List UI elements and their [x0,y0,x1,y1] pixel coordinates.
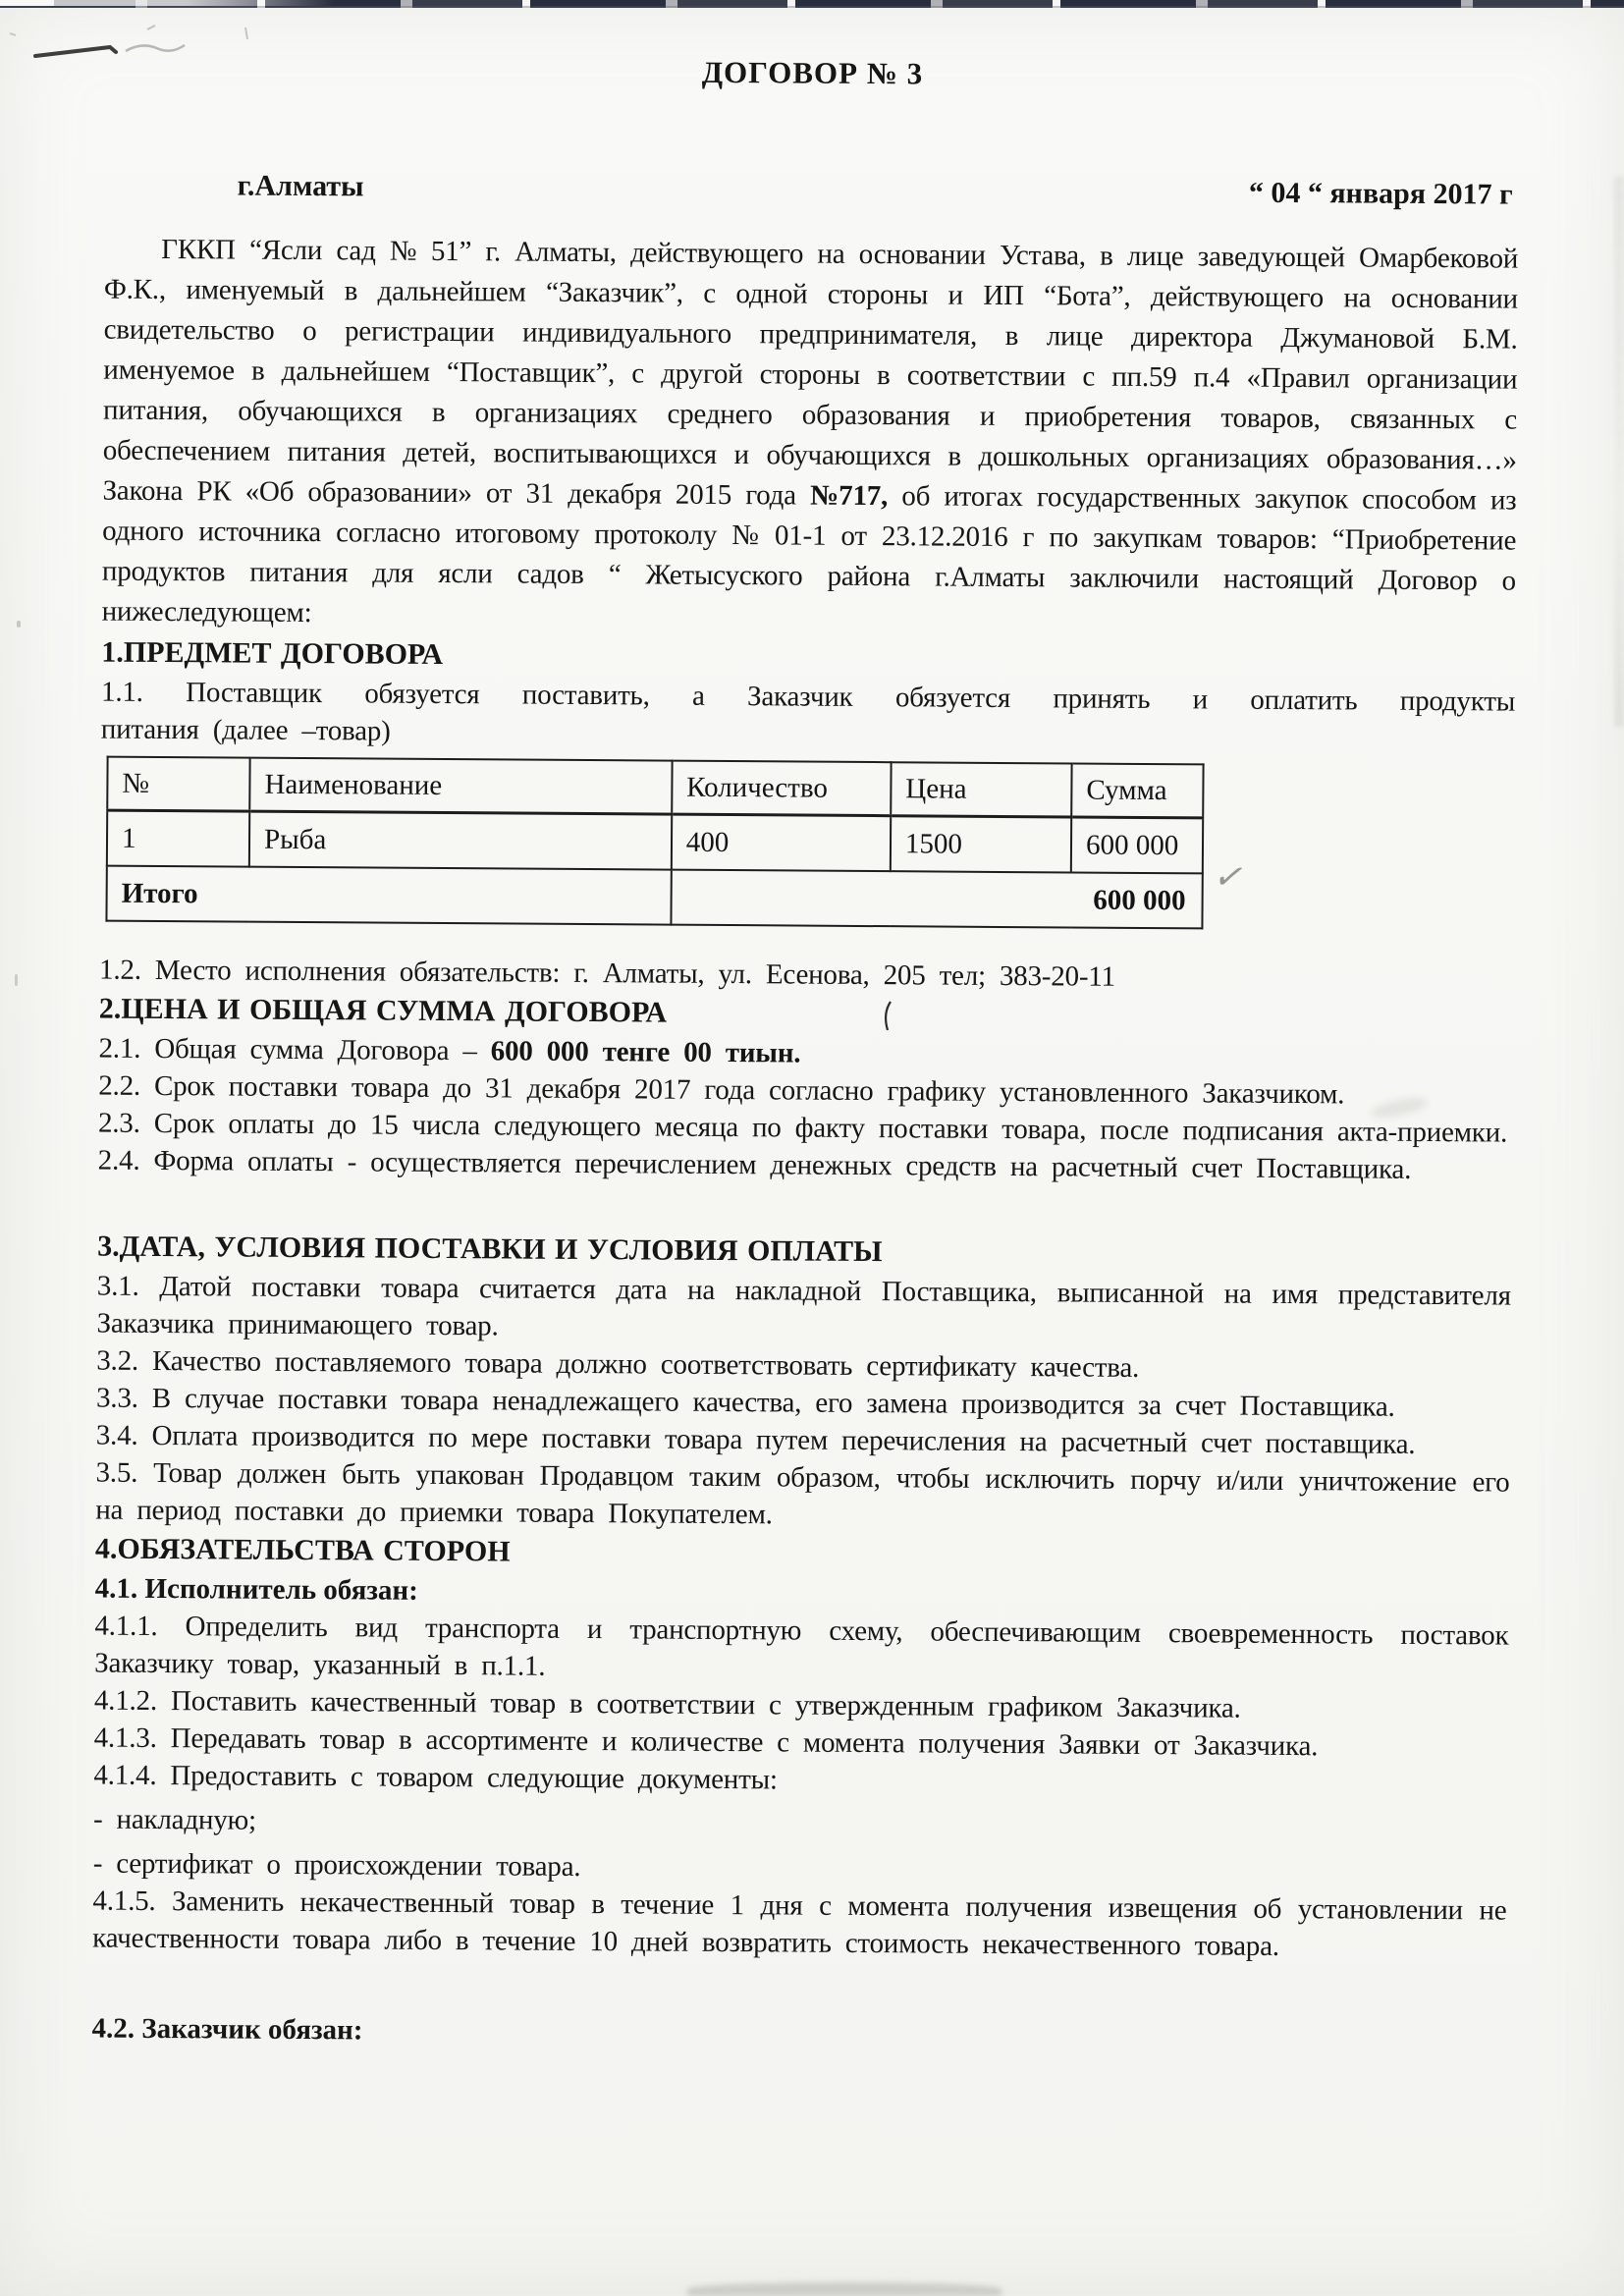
intro-text-pre: ГККП “Ясли сад № 51” г. Алматы, действующего на основании Устава, в лице заведующей Омарбековой Ф.К., именуемый в дальнейшем “Заказчик”, с одной стороны и ИП “Бота”, действующего на основании свидетельство о регистрации индивидуального предпринимателя, в лице директора Джумановой Б.М. именуемое в дальнейшем “Поставщик”, с другой стороны в соответствии с пп.59 п.4 «Правил организации питания, обучающихся в организациях среднего образования и приобретения товаров, связанных с обеспечением питания детей, воспитывающихся и обучающихся в дошкольных организациях образования…» Закона РК «Об образовании» от 31 декабря 2015 года [102,233,1519,512]
total-label: Итого [106,866,671,925]
clause-1-1 [101,674,1515,758]
contract-body [91,0,1520,2057]
col-header-number: № [107,757,249,812]
col-header-sum: Сумма [1071,763,1203,817]
contract-title: ДОГОВОР № 3 [701,54,924,91]
section-2-heading: 2.ЦЕНА И ОБЩАЯ СУММА ДОГОВОРА [98,992,668,1029]
section-4-heading: 4.ОБЯЗАТЕЛЬСТВА СТОРОН [94,1532,511,1568]
items-table [105,756,1204,930]
clause-4-1-heading: 4.1. Исполнитель обязан: [94,1572,418,1607]
clause-1-1-line2: питания (далее –товар) [100,713,391,747]
cell-price: 1500 [891,816,1072,873]
scan-smudge-bottom [687,2282,1001,2296]
table-total-row [106,866,1202,929]
clause-4-1-2: 4.1.2. Поставить качественный товар в соответствии с утвержденным графиком Заказчика. [93,1684,1241,1724]
cell-number: 1 [107,810,249,867]
clause-3-1: 3.1. Датой поставки товара считается дата на накладной Поставщика, выписанной на имя представителя Заказчика принимающего товар. [96,1270,1511,1342]
intro-text-post: об итогах государственных закупок способом из одного источника согласно итоговому протоколу № 01-1 от 23.12.2016 г по закупкам товаров: “Приобретение продуктов питания для ясли садов “ Жетысуского района г.Алматы заключили настоящий Договор о нижеследующем: [101,480,1517,629]
clause-1-1-line1: 1.1. Поставщик обязуется поставить, а Заказчик обязуется принять и оплатить продукты [100,676,1516,718]
intro-paragraph [102,230,1519,642]
scan-speck [15,974,18,986]
clause-4-1-4: 4.1.4. Предоставить с товаром следующие документы: [93,1759,778,1796]
section-1-heading: 1.ПРЕДМЕТ ДОГОВОРА [101,635,444,671]
contract-place: г.Алматы [237,169,364,203]
clause-4-1-5: 4.1.5. Заменить некачественный товар в течение 1 дня с момента получения извещения об установлении не качественности товара либо в течение 10 дней возвратить стоимость некачественного товара. [92,1885,1507,1962]
clause-3-4: 3.4. Оплата производится по мере поставки товара путем перечисления на расчетный счет поставщика. [95,1419,1416,1460]
document-list-item: - накладную; [92,1803,257,1836]
clause-3-5: 3.5. Товар должен быть упакован Продавцом таким образом, чтобы исключить порчу и/или уничтожение его на период поставки до приемки товара Покупателем. [95,1456,1510,1531]
clause-4-1-1: 4.1.1. Определить вид транспорта и транспортную схему, обеспечивающим своевременность поставок Заказчику товар, указанный в п.1.1. [94,1610,1509,1682]
total-value: 600 000 [671,870,1203,929]
clause-2-4: 2.4. Форма оплаты - осуществляется перечислением денежных средств на расчетный счет Поставщика. [97,1144,1412,1185]
clause-3-3: 3.3. В случае поставки товара ненадлежащего качества, его замена производится за счет Поставщика. [95,1382,1395,1423]
contract-date: “ 04 “ января 2017 г [1248,176,1513,211]
clause-2-2: 2.2. Срок поставки товара до 31 декабря 2017 года согласно графику установленного Заказчиком. [98,1069,1345,1111]
section-3-heading: 3.ДАТА, УСЛОВИЯ ПОСТАВКИ И УСЛОВИЯ ОПЛАТЫ [97,1230,883,1269]
clause-2-3: 2.3. Срок оплаты до 15 числа следующего месяца по факту поставки товара, после подписания акта-приемки. [97,1107,1508,1149]
cell-sum: 600 000 [1071,817,1203,873]
table-row [107,810,1203,873]
cell-name: Рыба [249,811,672,869]
col-header-price: Цена [891,762,1072,817]
checkmark-annotation: ✓ [1210,855,1251,899]
clause-3-2: 3.2. Качество поставляемого товара должно соответствовать сертификату качества. [96,1344,1140,1384]
clause-4-2-heading: 4.2. Заказчик обязан: [91,2012,363,2047]
clause-4-1-3: 4.1.3. Передавать товар в ассортименте и количестве с момента получения Заявки от Заказчика. [93,1722,1319,1763]
col-header-name: Наименование [249,758,672,814]
document-list-item: - сертификат о происхождении товара. [92,1847,581,1884]
clause-1-2: 1.2. Место исполнения обязательств: г. Алматы, ул. Есенова, 205 тел; 383-20-11 [98,954,1116,993]
clause-2-1-text: 2.1. Общая сумма Договора – [98,1032,491,1067]
contract-sum-bold: 600 000 тенге 00 тиын. [490,1035,801,1069]
intro-law-number: №717, [810,479,889,513]
col-header-quantity: Количество [672,761,892,816]
scan-shadow-right [1614,177,1624,727]
place-date-row [105,169,1519,212]
cell-quantity: 400 [672,814,892,871]
scan-speck [17,621,21,628]
table-header-row [107,757,1203,818]
